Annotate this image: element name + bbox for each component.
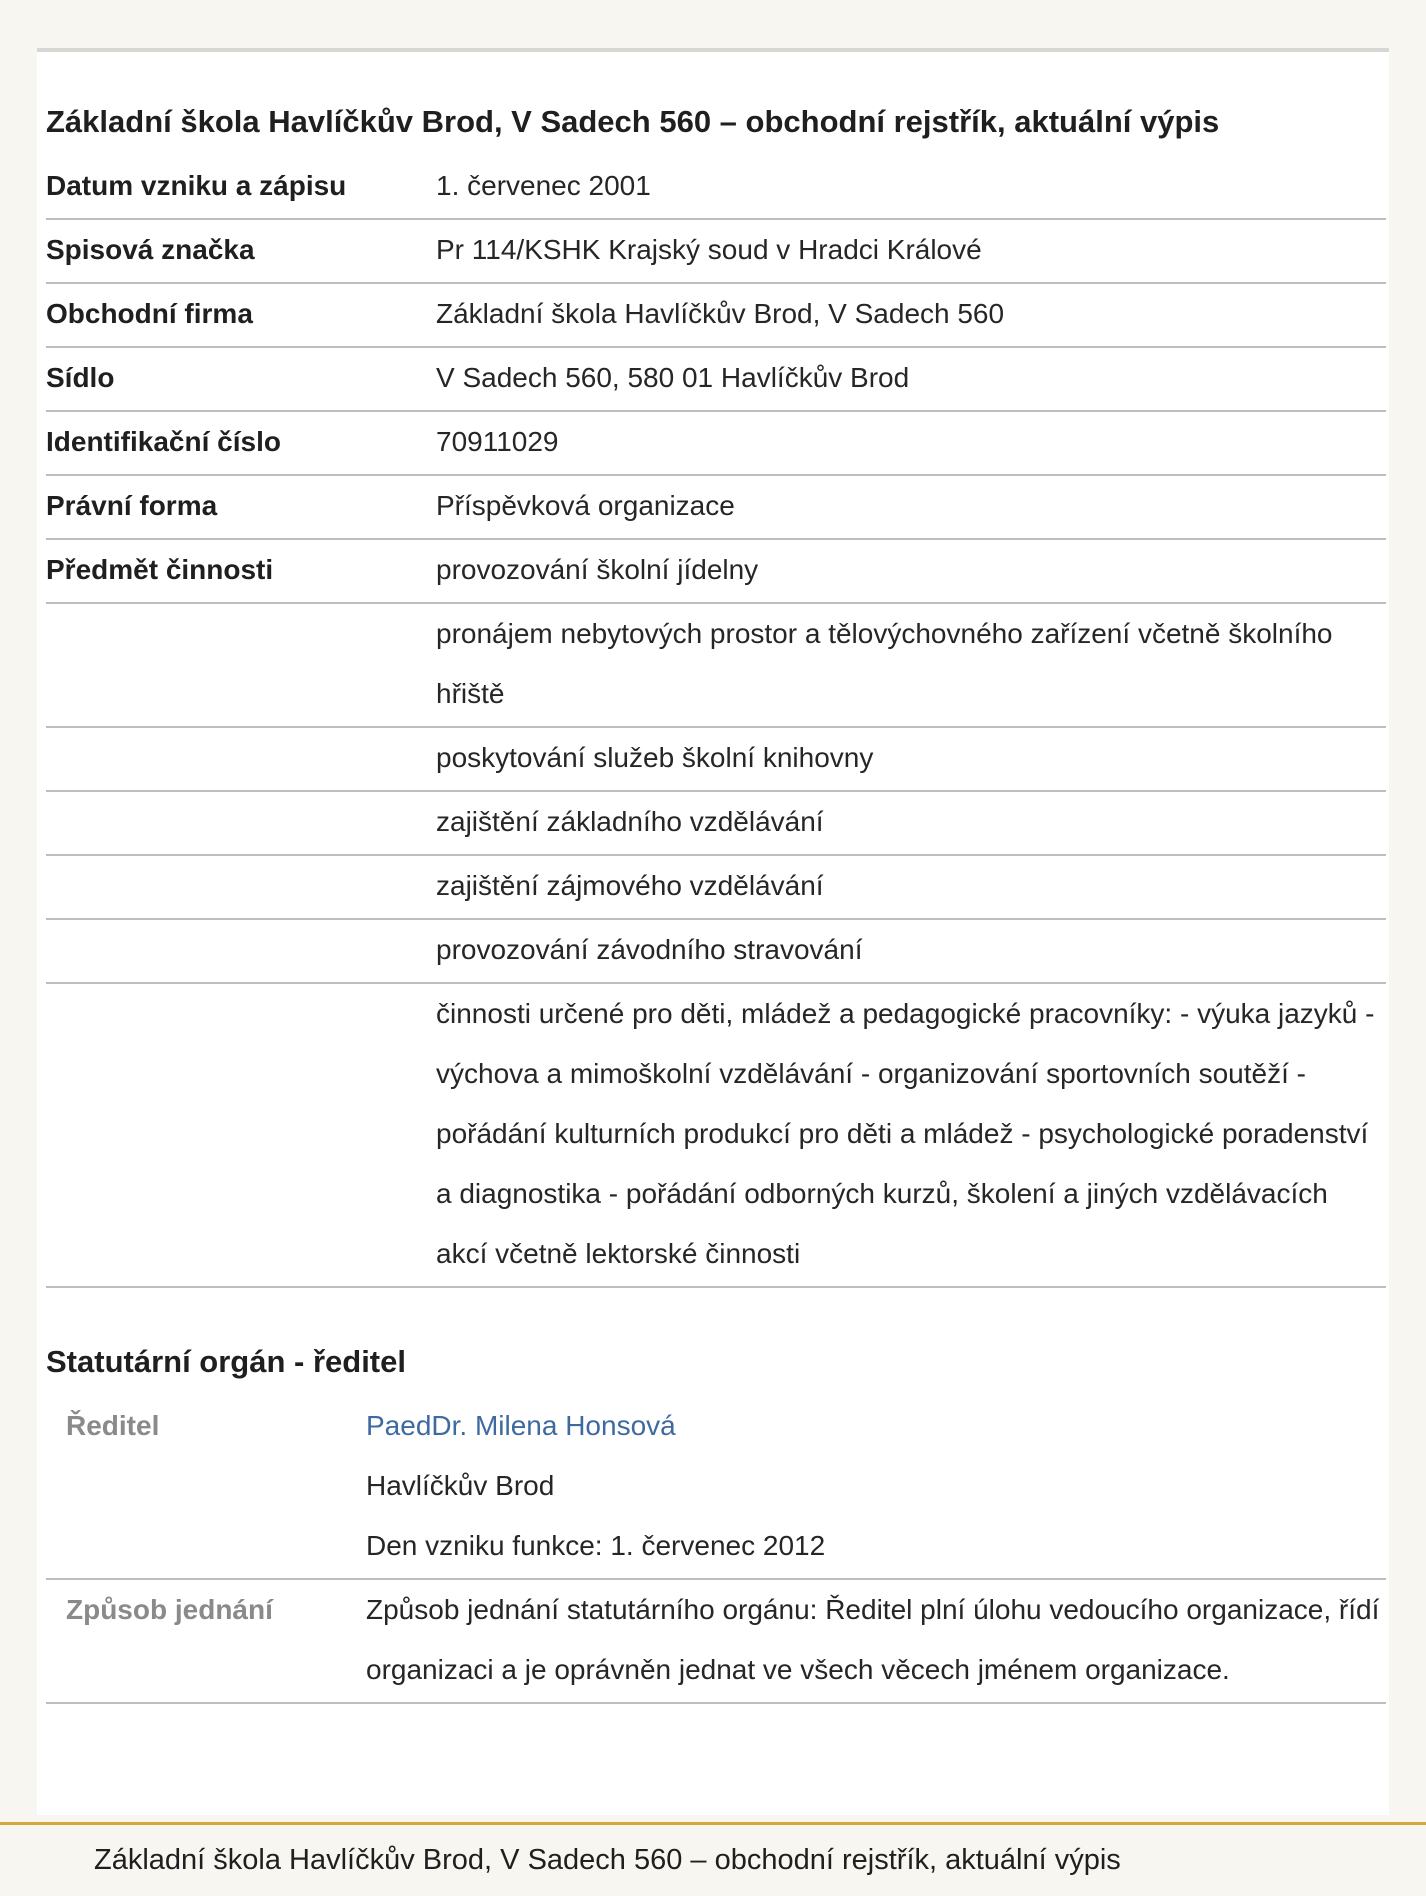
director-city: Havlíčkův Brod <box>366 1470 555 1501</box>
activity-row <box>46 539 1386 603</box>
row-label-company-name: Obchodní firma <box>46 283 436 347</box>
row-label-seat: Sídlo <box>46 347 436 411</box>
statutory-table <box>46 1396 1386 1704</box>
register-row <box>46 156 1386 219</box>
director-details <box>366 1396 1386 1579</box>
row-label-legal-form: Právní forma <box>46 475 436 539</box>
activity-row <box>46 983 1386 1287</box>
register-row <box>46 411 1386 475</box>
activity-row <box>46 727 1386 791</box>
page-title: Základní škola Havlíčkův Brod, V Sadech 560 – obchodní rejstřík, aktuální výpis <box>46 104 1220 139</box>
row-value-founded: 1. červenec 2001 <box>436 156 1386 219</box>
activity-row <box>46 603 1386 727</box>
activity-item: provozování školní jídelny <box>436 539 1386 603</box>
row-value-id-number: 70911029 <box>436 411 1386 475</box>
register-row <box>46 475 1386 539</box>
activity-item: zajištění zájmového vzdělávání <box>436 855 1386 919</box>
activity-row <box>46 791 1386 855</box>
director-name-link[interactable]: PaedDr. Milena Honsová <box>366 1410 676 1441</box>
row-value-seat: V Sadech 560, 580 01 Havlíčkův Brod <box>436 347 1386 411</box>
row-value-company-name: Základní škola Havlíčkův Brod, V Sadech 560 <box>436 283 1386 347</box>
register-row <box>46 219 1386 283</box>
activity-item: pronájem nebytových prostor a tělovýchovného zařízení včetně školního hřiště <box>436 603 1386 727</box>
row-label-founded: Datum vzniku a zápisu <box>46 156 436 219</box>
row-label-id-number: Identifikační číslo <box>46 411 436 475</box>
director-label: Ředitel <box>46 1396 366 1579</box>
activity-row <box>46 919 1386 983</box>
conduct-text: Způsob jednání statutárního orgánu: Ředitel plní úlohu vedoucího organizace, řídí organizaci a je oprávněn jednat ve všech věcech jménem organizace. <box>366 1579 1386 1703</box>
register-row <box>46 283 1386 347</box>
footer-title: Základní škola Havlíčkův Brod, V Sadech 560 – obchodní rejstřík, aktuální výpis <box>94 1844 1121 1876</box>
statutory-title: Statutární orgán - ředitel <box>46 1344 406 1379</box>
row-value-legal-form: Příspěvková organizace <box>436 475 1386 539</box>
row-label-file-number: Spisová značka <box>46 219 436 283</box>
activity-item: provozování závodního stravování <box>436 919 1386 983</box>
director-since: Den vzniku funkce: 1. červenec 2012 <box>366 1530 826 1561</box>
register-table <box>46 156 1386 1288</box>
register-card <box>37 48 1389 1815</box>
conduct-label: Způsob jednání <box>46 1579 366 1703</box>
activities-label: Předmět činnosti <box>46 539 436 603</box>
conduct-row <box>46 1579 1386 1703</box>
activity-item: poskytování služeb školní knihovny <box>436 727 1386 791</box>
register-row <box>46 347 1386 411</box>
footer-divider <box>0 1822 1426 1825</box>
director-row <box>46 1396 1386 1579</box>
activity-item: činnosti určené pro děti, mládež a pedagogické pracovníky: - výuka jazyků - výchova a mimoškolní vzdělávání - organizování sportovních soutěží - pořádání kulturních produkcí pro děti a mládež - psychologické poradenství a diagnostika - pořádání odborných kurzů, školení a jiných vzdělávacích akcí včetně lektorské činnosti <box>436 983 1386 1287</box>
activity-row <box>46 855 1386 919</box>
activity-item: zajištění základního vzdělávání <box>436 791 1386 855</box>
row-value-file-number: Pr 114/KSHK Krajský soud v Hradci Králové <box>436 219 1386 283</box>
